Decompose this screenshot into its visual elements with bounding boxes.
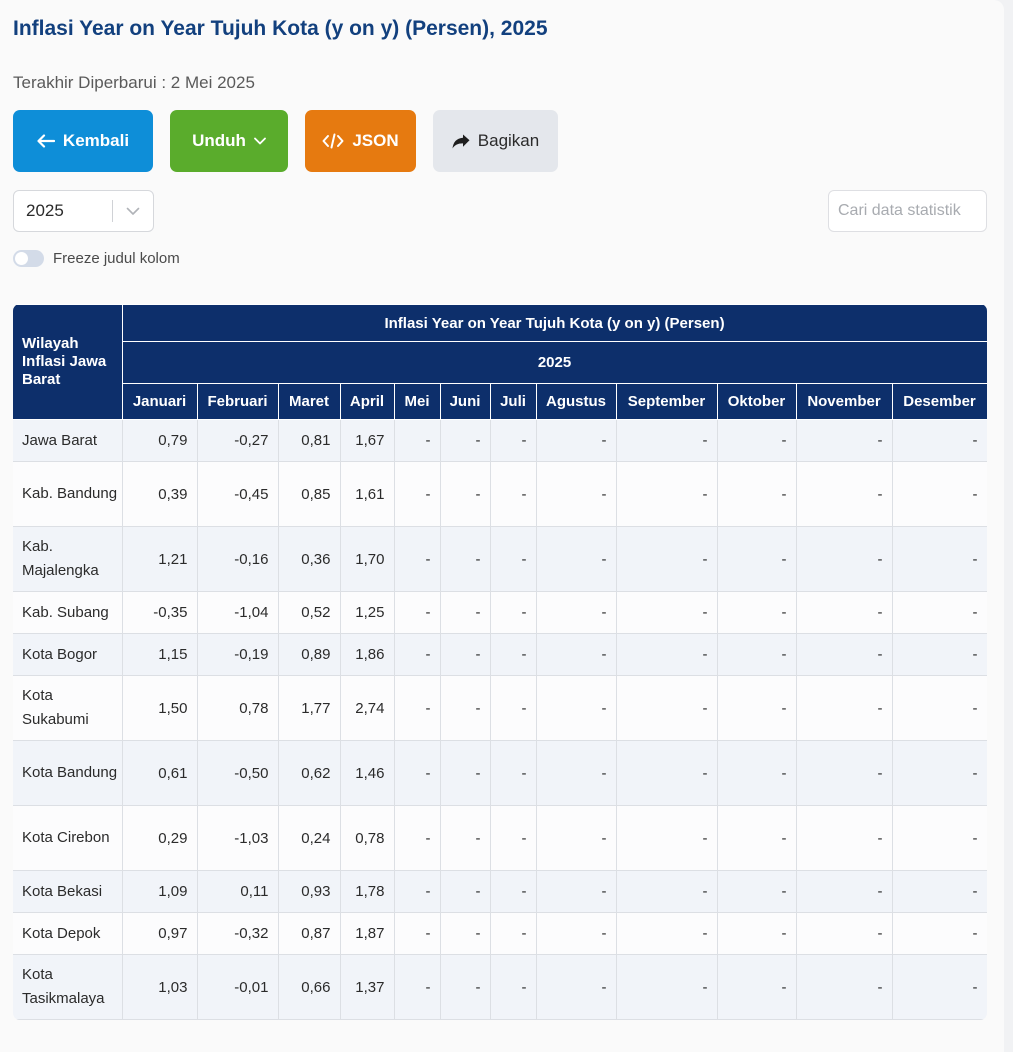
- value-cell: -: [616, 634, 717, 676]
- value-cell: 0,11: [197, 871, 278, 913]
- value-cell: 0,66: [278, 955, 340, 1020]
- value-cell: -: [796, 676, 892, 741]
- table-row: [13, 955, 987, 1020]
- value-cell: -: [440, 676, 490, 741]
- value-cell: -: [892, 806, 987, 871]
- value-cell: -: [892, 634, 987, 676]
- value-cell: -: [536, 462, 616, 527]
- table-row: [13, 871, 987, 913]
- json-button-label: JSON: [352, 131, 399, 150]
- value-cell: -: [440, 634, 490, 676]
- share-button-label: Bagikan: [477, 131, 540, 150]
- inflation-table: [13, 304, 987, 1020]
- value-cell: -: [717, 462, 796, 527]
- value-cell: -0,01: [197, 955, 278, 1020]
- value-cell: -: [490, 913, 536, 955]
- value-cell: -0,19: [197, 634, 278, 676]
- month-header-april: April: [340, 384, 394, 420]
- value-cell: 1,70: [340, 527, 394, 592]
- month-header-mei: Mei: [394, 384, 440, 420]
- value-cell: -: [490, 527, 536, 592]
- year-select-value: 2025: [26, 201, 64, 220]
- value-cell: -: [616, 527, 717, 592]
- value-cell: -: [394, 913, 440, 955]
- value-cell: -: [796, 871, 892, 913]
- value-cell: 0,29: [122, 806, 197, 871]
- table-row: [13, 527, 987, 592]
- table-row: [13, 676, 987, 741]
- region-cell: Kota Bekasi: [13, 871, 122, 913]
- value-cell: -: [892, 871, 987, 913]
- value-cell: -: [717, 592, 796, 634]
- table-row: [13, 420, 987, 462]
- chevron-down-icon[interactable]: [113, 207, 153, 216]
- value-cell: -: [490, 420, 536, 462]
- value-cell: -: [717, 955, 796, 1020]
- value-cell: -: [616, 913, 717, 955]
- value-cell: -: [394, 634, 440, 676]
- month-header-februari: Februari: [197, 384, 278, 420]
- value-cell: 0,89: [278, 634, 340, 676]
- value-cell: 1,46: [340, 741, 394, 806]
- month-header-januari: Januari: [122, 384, 197, 420]
- value-cell: -: [616, 676, 717, 741]
- value-cell: -: [440, 592, 490, 634]
- month-header-juli: Juli: [490, 384, 536, 420]
- value-cell: -: [796, 634, 892, 676]
- group-column-header: Inflasi Year on Year Tujuh Kota (y on y) (Persen): [122, 305, 987, 342]
- month-header-september: September: [616, 384, 717, 420]
- value-cell: 0,78: [340, 806, 394, 871]
- value-cell: -: [616, 955, 717, 1020]
- value-cell: 0,52: [278, 592, 340, 634]
- value-cell: -: [892, 955, 987, 1020]
- value-cell: 1,03: [122, 955, 197, 1020]
- value-cell: -: [394, 871, 440, 913]
- value-cell: -: [717, 676, 796, 741]
- value-cell: -: [490, 806, 536, 871]
- value-cell: -: [394, 462, 440, 527]
- value-cell: 1,09: [122, 871, 197, 913]
- month-header-november: November: [796, 384, 892, 420]
- value-cell: -: [796, 741, 892, 806]
- value-cell: -: [717, 634, 796, 676]
- value-cell: -: [717, 913, 796, 955]
- region-cell: Kota Bandung: [13, 741, 122, 806]
- value-cell: 1,25: [340, 592, 394, 634]
- year-select[interactable]: [13, 190, 154, 232]
- value-cell: -: [796, 592, 892, 634]
- value-cell: 0,24: [278, 806, 340, 871]
- value-cell: -: [616, 741, 717, 806]
- region-cell: Kab. Subang: [13, 592, 122, 634]
- value-cell: -: [440, 955, 490, 1020]
- value-cell: -: [536, 676, 616, 741]
- value-cell: 0,93: [278, 871, 340, 913]
- value-cell: -: [616, 871, 717, 913]
- value-cell: -: [717, 871, 796, 913]
- region-cell: Kota Cirebon: [13, 806, 122, 871]
- value-cell: -0,45: [197, 462, 278, 527]
- value-cell: 0,39: [122, 462, 197, 527]
- value-cell: -: [440, 462, 490, 527]
- table-row: [13, 634, 987, 676]
- value-cell: -: [536, 527, 616, 592]
- table-row: [13, 592, 987, 634]
- value-cell: -: [616, 420, 717, 462]
- value-cell: 0,79: [122, 420, 197, 462]
- value-cell: -: [536, 955, 616, 1020]
- value-cell: 0,81: [278, 420, 340, 462]
- value-cell: 0,87: [278, 913, 340, 955]
- value-cell: -1,03: [197, 806, 278, 871]
- value-cell: -: [536, 741, 616, 806]
- value-cell: -: [536, 420, 616, 462]
- page-title: Inflasi Year on Year Tujuh Kota (y on y) (Persen), 2025: [13, 17, 548, 40]
- json-button[interactable]: [305, 110, 416, 172]
- value-cell: -: [717, 741, 796, 806]
- value-cell: -: [796, 806, 892, 871]
- freeze-header-toggle-row: [13, 249, 180, 267]
- value-cell: -: [490, 955, 536, 1020]
- share-arrow-icon: [452, 134, 470, 149]
- region-column-header: Wilayah Inflasi Jawa Barat: [13, 305, 122, 420]
- download-button[interactable]: [170, 110, 288, 172]
- value-cell: -: [490, 676, 536, 741]
- value-cell: -: [440, 527, 490, 592]
- value-cell: -: [490, 634, 536, 676]
- region-cell: Kota Bogor: [13, 634, 122, 676]
- region-cell: Kota Depok: [13, 913, 122, 955]
- value-cell: -: [892, 913, 987, 955]
- table-row: [13, 462, 987, 527]
- value-cell: -0,35: [122, 592, 197, 634]
- value-cell: -: [796, 913, 892, 955]
- data-table-container: [13, 304, 987, 1020]
- value-cell: 0,61: [122, 741, 197, 806]
- value-cell: 0,78: [197, 676, 278, 741]
- chevron-down-icon: [254, 137, 266, 145]
- back-button-label: Kembali: [62, 131, 130, 150]
- month-header-juni: Juni: [440, 384, 490, 420]
- value-cell: -: [536, 871, 616, 913]
- value-cell: 0,36: [278, 527, 340, 592]
- value-cell: 2,74: [340, 676, 394, 741]
- value-cell: 0,85: [278, 462, 340, 527]
- value-cell: -0,50: [197, 741, 278, 806]
- value-cell: -0,16: [197, 527, 278, 592]
- value-cell: -: [440, 741, 490, 806]
- value-cell: 1,50: [122, 676, 197, 741]
- month-header-agustus: Agustus: [536, 384, 616, 420]
- value-cell: 1,78: [340, 871, 394, 913]
- region-cell: Kota Sukabumi: [13, 676, 122, 741]
- value-cell: -: [892, 741, 987, 806]
- value-cell: -: [394, 420, 440, 462]
- value-cell: -: [394, 592, 440, 634]
- value-cell: -0,27: [197, 420, 278, 462]
- value-cell: -: [717, 806, 796, 871]
- value-cell: -: [440, 420, 490, 462]
- value-cell: -: [717, 527, 796, 592]
- table-row: [13, 741, 987, 806]
- value-cell: -: [796, 420, 892, 462]
- value-cell: -: [892, 420, 987, 462]
- value-cell: -: [536, 806, 616, 871]
- value-cell: -: [536, 592, 616, 634]
- value-cell: -: [394, 806, 440, 871]
- value-cell: 1,61: [340, 462, 394, 527]
- value-cell: -: [536, 913, 616, 955]
- value-cell: -: [490, 741, 536, 806]
- value-cell: 0,62: [278, 741, 340, 806]
- value-cell: -: [536, 634, 616, 676]
- value-cell: -: [796, 955, 892, 1020]
- freeze-header-toggle[interactable]: [13, 250, 44, 267]
- value-cell: -: [394, 527, 440, 592]
- search-input[interactable]: [828, 190, 987, 232]
- value-cell: -: [892, 592, 987, 634]
- value-cell: -: [490, 592, 536, 634]
- value-cell: -0,32: [197, 913, 278, 955]
- region-cell: Kab. Bandung: [13, 462, 122, 527]
- back-button[interactable]: [13, 110, 153, 172]
- share-button[interactable]: [433, 110, 558, 172]
- region-cell: Kota Tasikmalaya: [13, 955, 122, 1020]
- value-cell: -: [717, 420, 796, 462]
- value-cell: -: [394, 676, 440, 741]
- value-cell: -: [616, 592, 717, 634]
- value-cell: -: [796, 462, 892, 527]
- value-cell: -: [490, 871, 536, 913]
- value-cell: -: [440, 806, 490, 871]
- month-header-oktober: Oktober: [717, 384, 796, 420]
- month-header-maret: Maret: [278, 384, 340, 420]
- value-cell: -: [616, 462, 717, 527]
- value-cell: -: [394, 741, 440, 806]
- table-row: [13, 806, 987, 871]
- year-column-header: 2025: [122, 342, 987, 384]
- value-cell: -: [440, 913, 490, 955]
- value-cell: 1,77: [278, 676, 340, 741]
- value-cell: 0,97: [122, 913, 197, 955]
- code-icon: [322, 133, 344, 149]
- region-cell: Kab. Majalengka: [13, 527, 122, 592]
- value-cell: -: [892, 676, 987, 741]
- toggle-knob: [15, 252, 28, 265]
- freeze-header-label: Freeze judul kolom: [53, 249, 180, 267]
- value-cell: -: [394, 955, 440, 1020]
- table-row: [13, 913, 987, 955]
- value-cell: 1,15: [122, 634, 197, 676]
- value-cell: -: [616, 806, 717, 871]
- arrow-left-icon: [37, 134, 55, 148]
- last-updated-text: Terakhir Diperbarui : 2 Mei 2025: [13, 73, 255, 92]
- month-header-desember: Desember: [892, 384, 987, 420]
- value-cell: 1,86: [340, 634, 394, 676]
- download-button-label: Unduh: [192, 131, 246, 150]
- value-cell: -: [892, 527, 987, 592]
- value-cell: -: [796, 527, 892, 592]
- region-cell: Jawa Barat: [13, 420, 122, 462]
- value-cell: -: [892, 462, 987, 527]
- value-cell: 1,67: [340, 420, 394, 462]
- value-cell: 1,87: [340, 913, 394, 955]
- value-cell: -: [440, 871, 490, 913]
- value-cell: 1,37: [340, 955, 394, 1020]
- value-cell: -1,04: [197, 592, 278, 634]
- value-cell: -: [490, 462, 536, 527]
- value-cell: 1,21: [122, 527, 197, 592]
